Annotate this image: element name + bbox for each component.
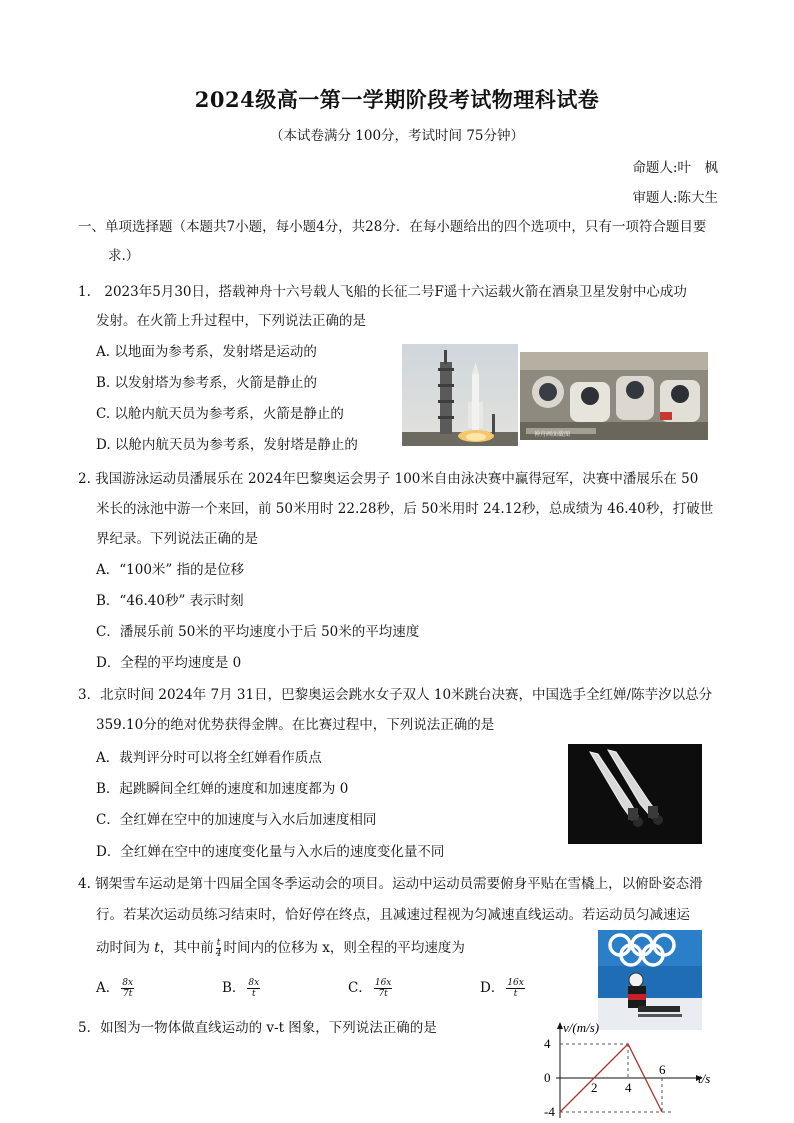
astronaut-cabin-photo <box>520 352 708 440</box>
question-5-line: 5．如图为一物体做直线运动的 v-t 图象，下列说法正确的是 <box>78 1020 437 1036</box>
question-2-line: 2. 我国游泳运动员潘展乐在 2024年巴黎奥运会男子 100米自由泳决赛中赢得冠军，决赛中潘展乐在 50 <box>78 471 699 487</box>
x-tick-label: 2 <box>591 1080 598 1095</box>
reviewer: 审题人:陈大生 <box>632 190 718 206</box>
v-t-chart <box>528 1020 718 1120</box>
exam-info: （本试卷满分 100分，考试时间 75分钟） <box>269 128 525 144</box>
question-3-option-a: A．裁判评分时可以将全红婵看作质点 <box>96 750 322 766</box>
question-4-text: 时间内的位移为 x，则全程的平均速度为 <box>223 940 465 956</box>
question-4-option-c: C． $\frac{16x}{7t}$ <box>348 978 392 999</box>
rocket-launch-photo <box>402 344 518 446</box>
question-1-line: 发射。在火箭上升过程中，下列说法正确的是 <box>96 313 366 329</box>
section-heading: 一、单项选择题（本题共7小题，每小题4分，共28分．在每小题给出的四个选项中，只有一项符合题目要 <box>78 219 707 235</box>
question-1-option-d: D. 以舱内航天员为参考系，发射塔是静止的 <box>96 437 358 453</box>
question-4-line <box>96 938 465 959</box>
diving-photo <box>568 744 702 844</box>
question-4-option-a: A． $\frac{8x}{7t}$ <box>96 978 134 999</box>
question-2-option-d: D．全程的平均速度是 0 <box>96 655 242 671</box>
fraction-t-over-4: $\frac{t}{4}$ <box>215 938 222 959</box>
setter: 命题人:叶 枫 <box>632 160 718 176</box>
question-1-option-a: A. 以地面为参考系，发射塔是运动的 <box>96 344 317 360</box>
question-4-line: 行。若某次运动员练习结束时，恰好停在终点，且减速过程视为匀减速直线运动。若运动员匀减速运 <box>96 907 690 923</box>
y-tick-label: -4 <box>544 1104 555 1119</box>
question-4-option-b: B． $\frac{8x}{t}$ <box>222 978 260 999</box>
question-3-line: 359.10分的绝对优势获得金牌。在比赛过程中，下列说法正确的是 <box>96 717 495 733</box>
question-2-line: 界纪录。下列说法正确的是 <box>96 531 258 547</box>
question-2-option-c: C．潘展乐前 50米的平均速度小于后 50米的平均速度 <box>96 624 420 640</box>
question-4-line: 4. 钢架雪车运动是第十四届全国冬季运动会的项目。运动中运动员需要俯身平贴在雪橇上，以俯卧姿态滑 <box>78 876 703 892</box>
question-2-line: 米长的泳池中游一个来回，前 50米用时 22.28秒，后 50米用时 24.12秒，总成绩为 46.40秒，打破世 <box>96 501 714 517</box>
question-2-option-a: A．“100米” 指的是位移 <box>96 562 245 578</box>
question-3-option-b: B．起跳瞬间全红婵的速度和加速度都为 0 <box>96 781 349 797</box>
section-heading-cont: 求.） <box>108 248 140 264</box>
question-3-option-d: D．全红婵在空中的速度变化量与入水后的速度变化量不同 <box>96 844 445 860</box>
time-variable: t <box>154 940 160 956</box>
question-4-option-d: D． $\frac{16x}{t}$ <box>480 978 524 999</box>
page-title: 2024级高一第一学期阶段考试物理科试卷 <box>194 87 600 112</box>
question-3-option-c: C．全红婵在空中的加速度与入水后加速度相同 <box>96 812 377 828</box>
x-axis-label: t/s <box>698 1071 711 1086</box>
x-tick-label: 4 <box>625 1080 632 1095</box>
skeleton-sled-photo <box>598 930 702 1030</box>
question-1-line: 1. 2023年5月30日，搭载神舟十六号载人飞船的长征二号F遥十六运载火箭在酒泉卫星发射中心成功 <box>78 284 687 300</box>
question-1-option-c: C. 以舱内航天员为参考系，火箭是静止的 <box>96 406 344 422</box>
photo-caption: 神舟画面截图 <box>534 431 571 438</box>
question-3-line: 3．北京时间 2024年 7月 31日，巴黎奥运会跳水女子双人 10米跳台决赛，中国选手全红婵/陈芋汐以总分 <box>78 687 713 703</box>
y-tick-label: 0 <box>544 1070 551 1085</box>
question-4-text: 动时间为 <box>96 940 155 956</box>
question-4-text: ，其中前 <box>159 940 214 956</box>
question-2-option-b: B．“46.40秒” 表示时刻 <box>96 593 244 609</box>
y-tick-label: 4 <box>544 1036 551 1051</box>
x-tick-label: 6 <box>659 1062 666 1077</box>
question-1-option-b: B. 以发射塔为参考系，火箭是静止的 <box>96 375 318 391</box>
y-axis-label: v/(m/s) <box>563 1020 600 1035</box>
